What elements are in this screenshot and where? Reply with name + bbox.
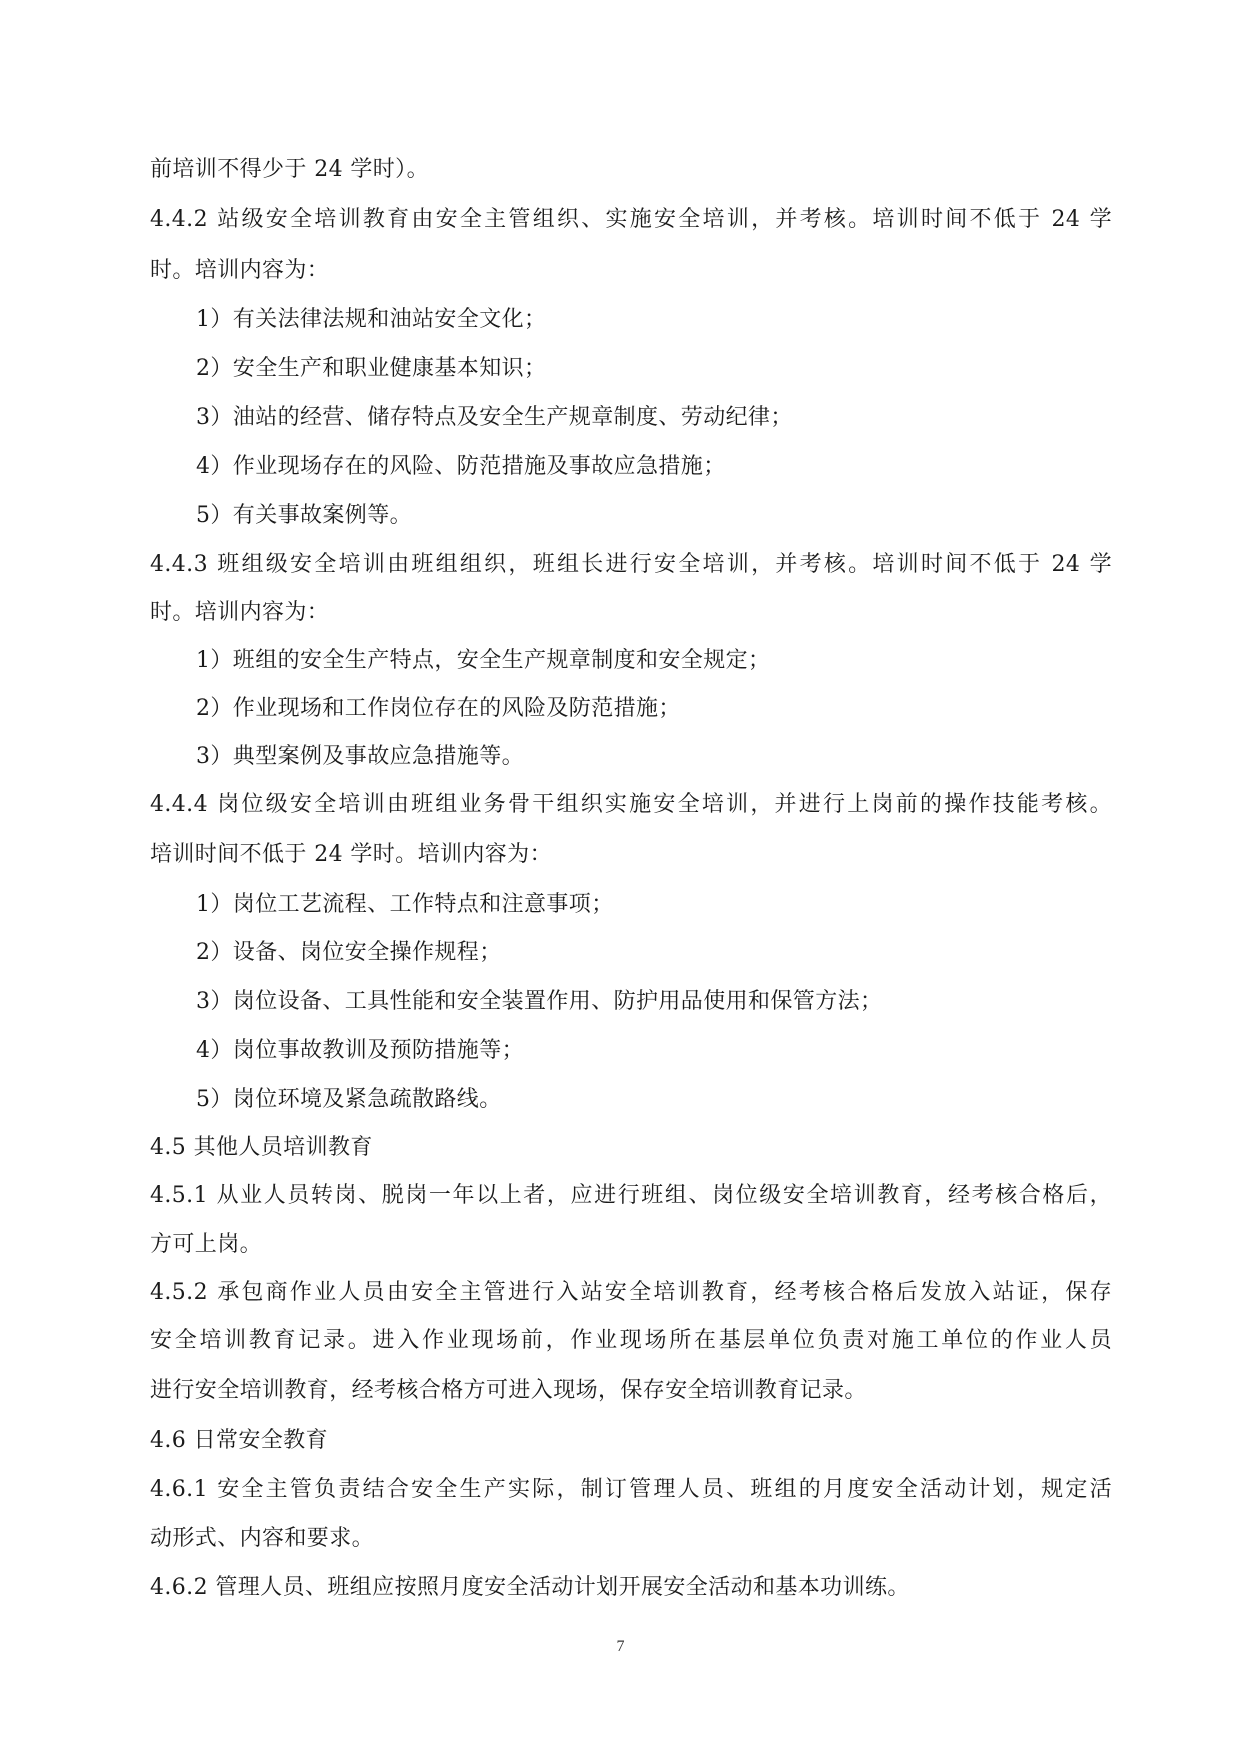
text-line: 4.6.1 安全主管负责结合安全生产实际，制订管理人员、班组的月度安全活动计划，规定活 <box>150 1477 1112 1502</box>
list-item: 3）油站的经营、储存特点及安全生产规章制度、劳动纪律； <box>196 405 793 430</box>
list-item: 2）安全生产和职业健康基本知识； <box>196 356 547 381</box>
list-item: 3）典型案例及事故应急措施等。 <box>196 744 524 769</box>
list-item: 5）岗位环境及紧急疏散路线。 <box>196 1087 502 1112</box>
list-item: 4）作业现场存在的风险、防范措施及事故应急措施； <box>196 454 726 479</box>
text-line: 时。培训内容为： <box>150 258 330 283</box>
text-line: 4.6.2 管理人员、班组应按照月度安全活动计划开展安全活动和基本功训练。 <box>150 1575 910 1600</box>
section-heading: 4.5 其他人员培训教育 <box>150 1135 373 1160</box>
text-line: 4.5.1 从业人员转岗、脱岗一年以上者，应进行班组、岗位级安全培训教育，经考核合格后， <box>150 1183 1112 1208</box>
text-line: 4.4.4 岗位级安全培训由班组业务骨干组织实施安全培训，并进行上岗前的操作技能考核。 <box>150 792 1112 817</box>
text-line: 前培训不得少于 24 学时）。 <box>150 157 429 182</box>
page-number: 7 <box>616 1638 625 1655</box>
text-line: 安全培训教育记录。进入作业现场前，作业现场所在基层单位负责对施工单位的作业人员 <box>150 1328 1112 1353</box>
list-item: 2）作业现场和工作岗位存在的风险及防范措施； <box>196 696 681 721</box>
section-heading: 4.6 日常安全教育 <box>150 1428 328 1453</box>
text-line: 动形式、内容和要求。 <box>150 1526 375 1551</box>
text-line: 4.4.3 班组级安全培训由班组组织，班组长进行安全培训，并考核。培训时间不低于 24 学 <box>150 552 1112 577</box>
list-item: 1）班组的安全生产特点，安全生产规章制度和安全规定； <box>196 648 771 673</box>
list-item: 1）有关法律法规和油站安全文化； <box>196 307 547 332</box>
text-line: 4.4.2 站级安全培训教育由安全主管组织、实施安全培训，并考核。培训时间不低于 24 学 <box>150 207 1112 232</box>
text-line: 方可上岗。 <box>150 1232 263 1257</box>
list-item: 5）有关事故案例等。 <box>196 503 412 528</box>
text-line: 4.5.2 承包商作业人员由安全主管进行入站安全培训教育，经考核合格后发放入站证，保存 <box>150 1280 1112 1305</box>
list-item: 4）岗位事故教训及预防措施等； <box>196 1038 524 1063</box>
list-item: 1）岗位工艺流程、工作特点和注意事项； <box>196 892 614 917</box>
text-line: 进行安全培训教育，经考核合格方可进入现场，保存安全培训教育记录。 <box>150 1378 867 1403</box>
list-item: 3）岗位设备、工具性能和安全装置作用、防护用品使用和保管方法； <box>196 989 883 1014</box>
text-line: 时。培训内容为： <box>150 600 330 625</box>
list-item: 2）设备、岗位安全操作规程； <box>196 940 502 965</box>
text-line: 培训时间不低于 24 学时。培训内容为： <box>150 842 552 867</box>
